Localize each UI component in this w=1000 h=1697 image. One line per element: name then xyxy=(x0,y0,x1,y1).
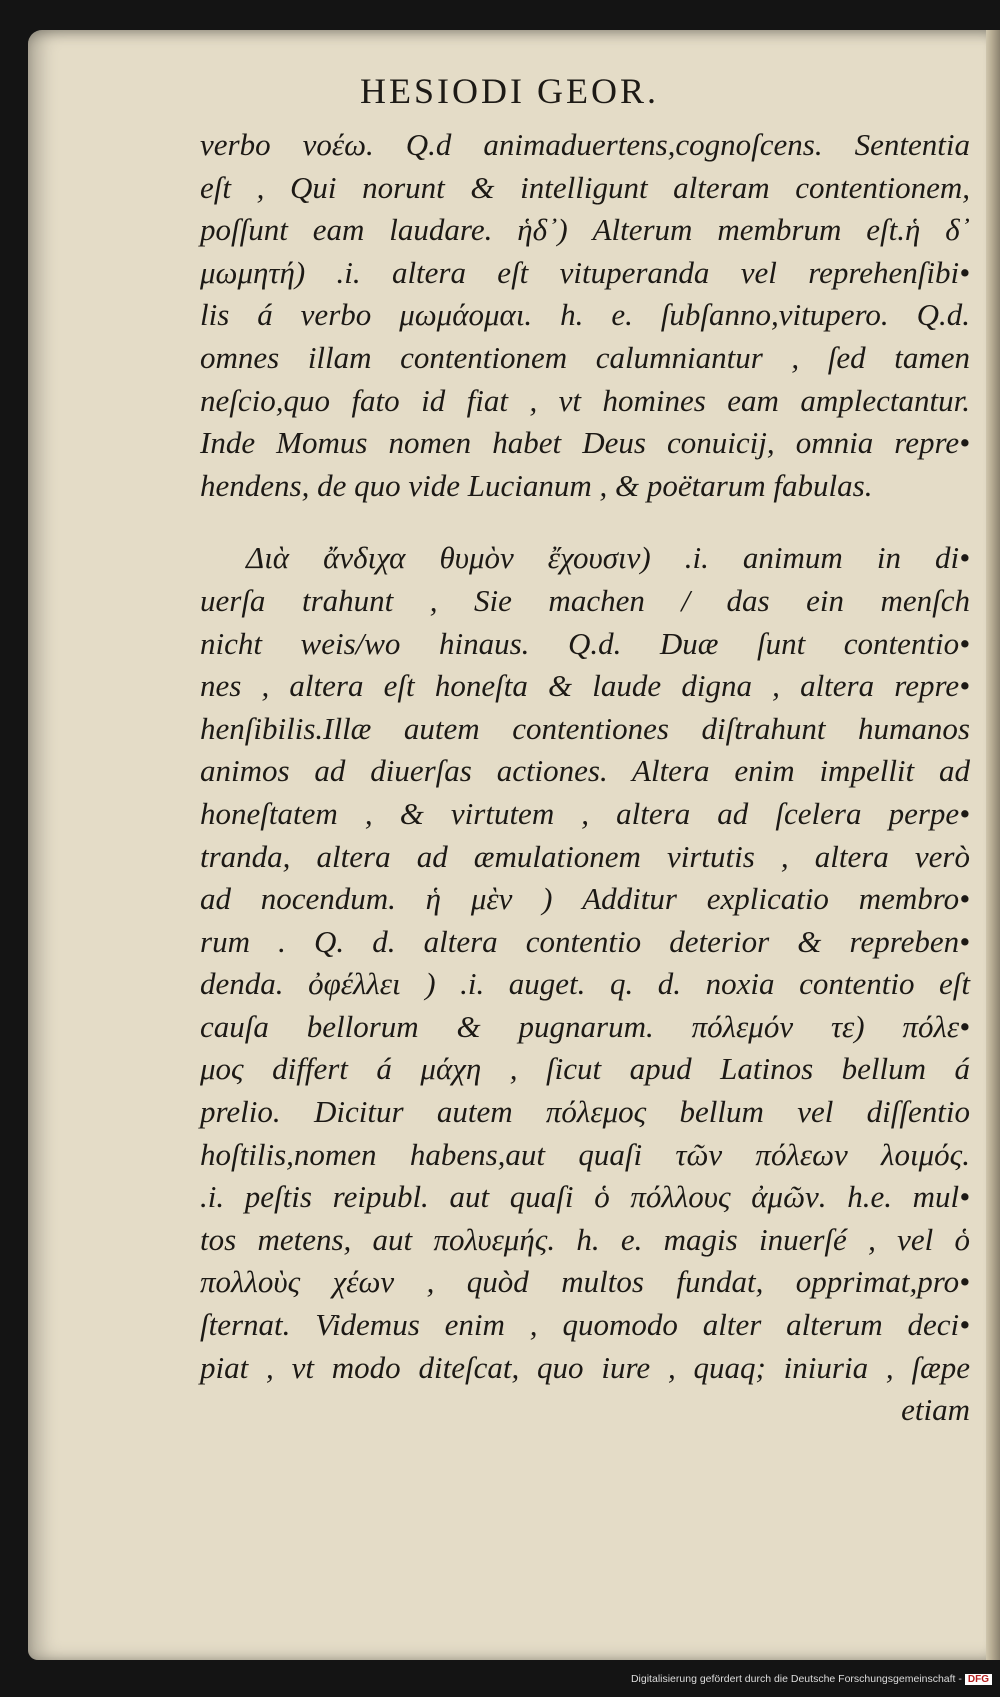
text-line: nicht weis/wo hinaus. Q.d. Duæ ſunt contentio• xyxy=(200,625,970,661)
credit-text: Digitalisierung gefördert durch die Deutsche Forschungsgemeinschaft - xyxy=(630,1673,962,1685)
text-line: uerſa trahunt , Sie machen / das ein menſch xyxy=(200,582,970,618)
text-line: neſcio,quo fato id fiat , vt homines eam amplectantur. xyxy=(200,382,970,418)
text-line: prelio. Dicitur autem πόλεμος bellum vel diſſentio xyxy=(200,1094,970,1130)
text-line: πολλοὺς χέων , quòd multos fundat, opprimat,pro• xyxy=(200,1264,970,1300)
text-line: Διὰ ἄνδιχα θυμὸν ἔχουσιν) .i. animum in di• xyxy=(246,540,970,576)
commentary-text xyxy=(200,124,970,1432)
text-line: Inde Momus nomen habet Deus conuicij, omnia repre• xyxy=(200,425,970,461)
text-line: hoſtilis,nomen habens,aut quaſi τῶν πόλεων λοιμός. xyxy=(200,1136,970,1172)
text-line: poſſunt eam laudare. ἡδ᾽) Alterum membrum eſt.ἡ δ᾽ xyxy=(200,212,970,248)
text-line: nes , altera eſt honeſta & laude digna , altera repre• xyxy=(200,668,970,704)
page-fore-edge xyxy=(986,30,1000,1660)
text-line: eſt , Qui norunt & intelligunt alteram contentionem, xyxy=(200,169,970,205)
text-line: lis á verbo μωμάομαι. h. e. ſubſanno,vitupero. Q.d. xyxy=(200,297,970,333)
running-head: HESIODI GEOR. xyxy=(360,71,659,111)
text-line: tranda, altera ad æmulationem virtutis , altera verò xyxy=(200,838,970,874)
digitization-credit xyxy=(631,1673,992,1685)
paragraph-gap xyxy=(200,507,970,537)
text-line: tos metens, aut πολυεμής. h. e. magis inuerſé , vel ὁ xyxy=(200,1221,970,1257)
dfg-logo: DFG xyxy=(965,1674,992,1685)
text-line: piat , vt modo diteſcat, quo iure , quaq; iniuria , ſæpe xyxy=(200,1349,970,1385)
text-line: animos ad diuerſas actiones. Altera enim impellit ad xyxy=(200,753,970,789)
paragraph xyxy=(200,537,970,1389)
text-line: μωμητή) .i. altera eſt vituperanda vel reprehenſibi• xyxy=(200,254,970,290)
text-line: denda. ὀφέλλει ) .i. auget. q. d. noxia contentio eſt xyxy=(200,966,970,1002)
text-line: ſternat. Videmus enim , quomodo alter alterum deci• xyxy=(200,1307,970,1343)
text-line: rum . Q. d. altera contentio deterior & repreben• xyxy=(200,923,970,959)
text-line: μος differt á μάχη , ſicut apud Latinos bellum á xyxy=(200,1051,970,1087)
text-line: verbo νοέω. Q.d animaduertens,cognoſcens. Sententia xyxy=(200,127,970,162)
paragraph xyxy=(200,124,970,507)
text-line: honeſtatem , & virtutem , altera ad ſcelera perpe• xyxy=(200,795,970,831)
text-line: .i. peſtis reipubl. aut quaſi ὁ πόλλους ἀμῶν. h.e. mul• xyxy=(200,1179,970,1215)
text-line: hendens, de quo vide Lucianum , & poëtarum fabulas. xyxy=(200,467,873,503)
text-line: ad nocendum. ἡ μὲν ) Additur explicatio membro• xyxy=(200,881,970,917)
catchword: etiam xyxy=(901,1392,970,1428)
text-line: henſibilis.Illæ autem contentiones diſtrahunt humanos xyxy=(200,710,970,746)
paragraphs xyxy=(200,124,970,1389)
text-line: cauſa bellorum & pugnarum. πόλεμόν τε) πόλε• xyxy=(200,1008,970,1044)
text-line: omnes illam contentionem calumniantur , ſed tamen xyxy=(200,339,970,375)
